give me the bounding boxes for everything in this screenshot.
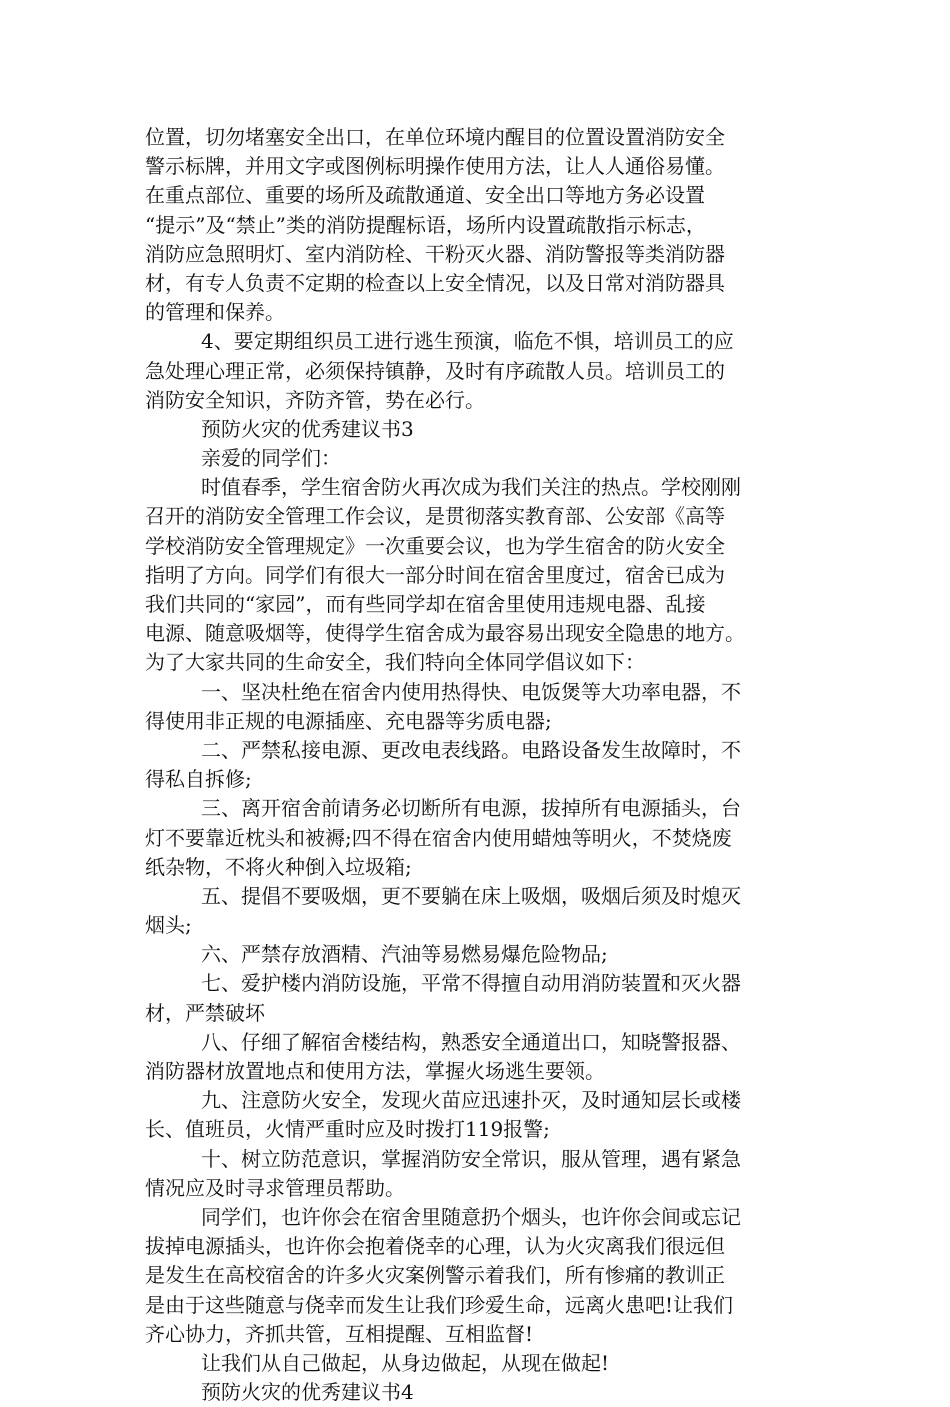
text-line: 九、注意防火安全，发现火苗应迅速扑灭，及时通知层长或楼 — [201, 1088, 741, 1113]
text-line: 十、树立防范意识，掌握消防安全常识，服从管理，遇有紧急 — [201, 1146, 741, 1171]
text-line: 三、离开宿舍前请务必切断所有电源，拔掉所有电源插头，台 — [201, 796, 741, 821]
text-line: 拔掉电源插头，也许你会抱着侥幸的心理，认为火灾离我们很远但 — [145, 1234, 725, 1259]
text-line: 七、爱护楼内消防设施，平常不得擅自动用消防装置和灭火器 — [201, 971, 741, 996]
text-line: 得私自拆修; — [145, 767, 252, 792]
text-line: 我们共同的“家园”，而有些同学却在宿舍里使用违规电器、乱接 — [145, 592, 706, 616]
text-line: 同学们，也许你会在宿舍里随意扔个烟头，也许你会间或忘记 — [201, 1204, 741, 1229]
text-line: 得使用非正规的电源插座、充电器等劣质电器; — [145, 708, 552, 733]
text-line: 纸杂物，不将火种倒入垃圾箱; — [145, 854, 412, 879]
text-line: 亲爱的同学们： — [201, 446, 341, 471]
text-line: 消防器材放置地点和使用方法，掌握火场逃生要领。 — [145, 1059, 605, 1083]
text-line: 位置，切勿堵塞安全出口，在单位环境内醒目的位置设置消防安全 — [145, 125, 725, 149]
text-line: 材，有专人负责不定期的检查以上安全情况，以及日常对消防器具 — [145, 270, 725, 295]
text-line: 指明了方向。同学们有很大一部分时间在宿舍里度过，宿舍已成为 — [145, 562, 725, 587]
text-line: 在重点部位、重要的场所及疏散通道、安全出口等地方务必设置 — [145, 183, 705, 208]
text-line: 是由于这些随意与侥幸而发生让我们珍爱生命，远离火患吧!让我们 — [145, 1292, 734, 1317]
text-line: 烟头; — [145, 913, 192, 938]
text-line: 学校消防安全管理规定》一次重要会议，也为学生宿舍的防火安全 — [145, 533, 725, 558]
text-line: 时值春季，学生宿舍防火再次成为我们关注的热点。学校刚刚 — [201, 475, 741, 500]
text-line: 急处理心理正常，必须保持镇静，及时有序疏散人员。培训员工的 — [145, 358, 725, 383]
text-line: 召开的消防安全管理工作会议，是贯彻落实教育部、公安部《高等 — [145, 504, 725, 529]
text-line: 齐心协力，齐抓共管，互相提醒、互相监督! — [145, 1321, 534, 1346]
text-line: 灯不要靠近枕头和被褥;四不得在宿舍内使用蜡烛等明火，不焚烧废 — [145, 825, 732, 850]
document-body — [145, 123, 813, 1407]
text-line: 五、提倡不要吸烟，更不要躺在床上吸烟，吸烟后须及时熄灭 — [201, 883, 741, 908]
text-line: 六、严禁存放酒精、汽油等易燃易爆危险物品; — [201, 942, 608, 967]
text-line: 电源、随意吸烟等，使得学生宿舍成为最容易出现安全隐患的地方。 — [145, 621, 745, 646]
text-line: 4、要定期组织员工进行逃生预演，临危不惧，培训员工的应 — [201, 329, 734, 354]
text-line: 一、坚决杜绝在宿舍内使用热得快、电饭煲等大功率电器，不 — [201, 679, 741, 704]
text-line: 预防火灾的优秀建议书4 — [201, 1380, 414, 1405]
text-line: 的管理和保养。 — [145, 300, 285, 325]
text-line: 长、值班员，火情严重时应及时拨打119报警; — [145, 1117, 550, 1142]
text-line: 让我们从自己做起，从身边做起，从现在做起! — [201, 1350, 610, 1375]
text-line: 警示标牌，并用文字或图例标明操作使用方法，让人人通俗易懂。 — [145, 154, 725, 179]
text-line: 消防应急照明灯、室内消防栓、干粉灭火器、消防警报等类消防器 — [145, 241, 725, 266]
text-line: 情况应及时寻求管理员帮助。 — [145, 1175, 405, 1200]
text-line: 是发生在高校宿舍的许多火灾案例警示着我们，所有惨痛的教训正 — [145, 1263, 725, 1288]
text-line: 材，严禁破坏 — [145, 1000, 265, 1025]
text-line: 八、仔细了解宿舍楼结构，熟悉安全通道出口，知晓警报器、 — [201, 1029, 741, 1054]
text-line: 为了大家共同的生命安全，我们特向全体同学倡议如下： — [145, 650, 645, 675]
text-line: 二、严禁私接电源、更改电表线路。电路设备发生故障时，不 — [201, 737, 741, 762]
text-line: 消防安全知识，齐防齐管，势在必行。 — [145, 387, 485, 412]
text-line: “提示”及“禁止”类的消防提醒标语，场所内设置疏散指示标志， — [145, 212, 706, 237]
text-line: 预防火灾的优秀建议书3 — [201, 416, 414, 441]
